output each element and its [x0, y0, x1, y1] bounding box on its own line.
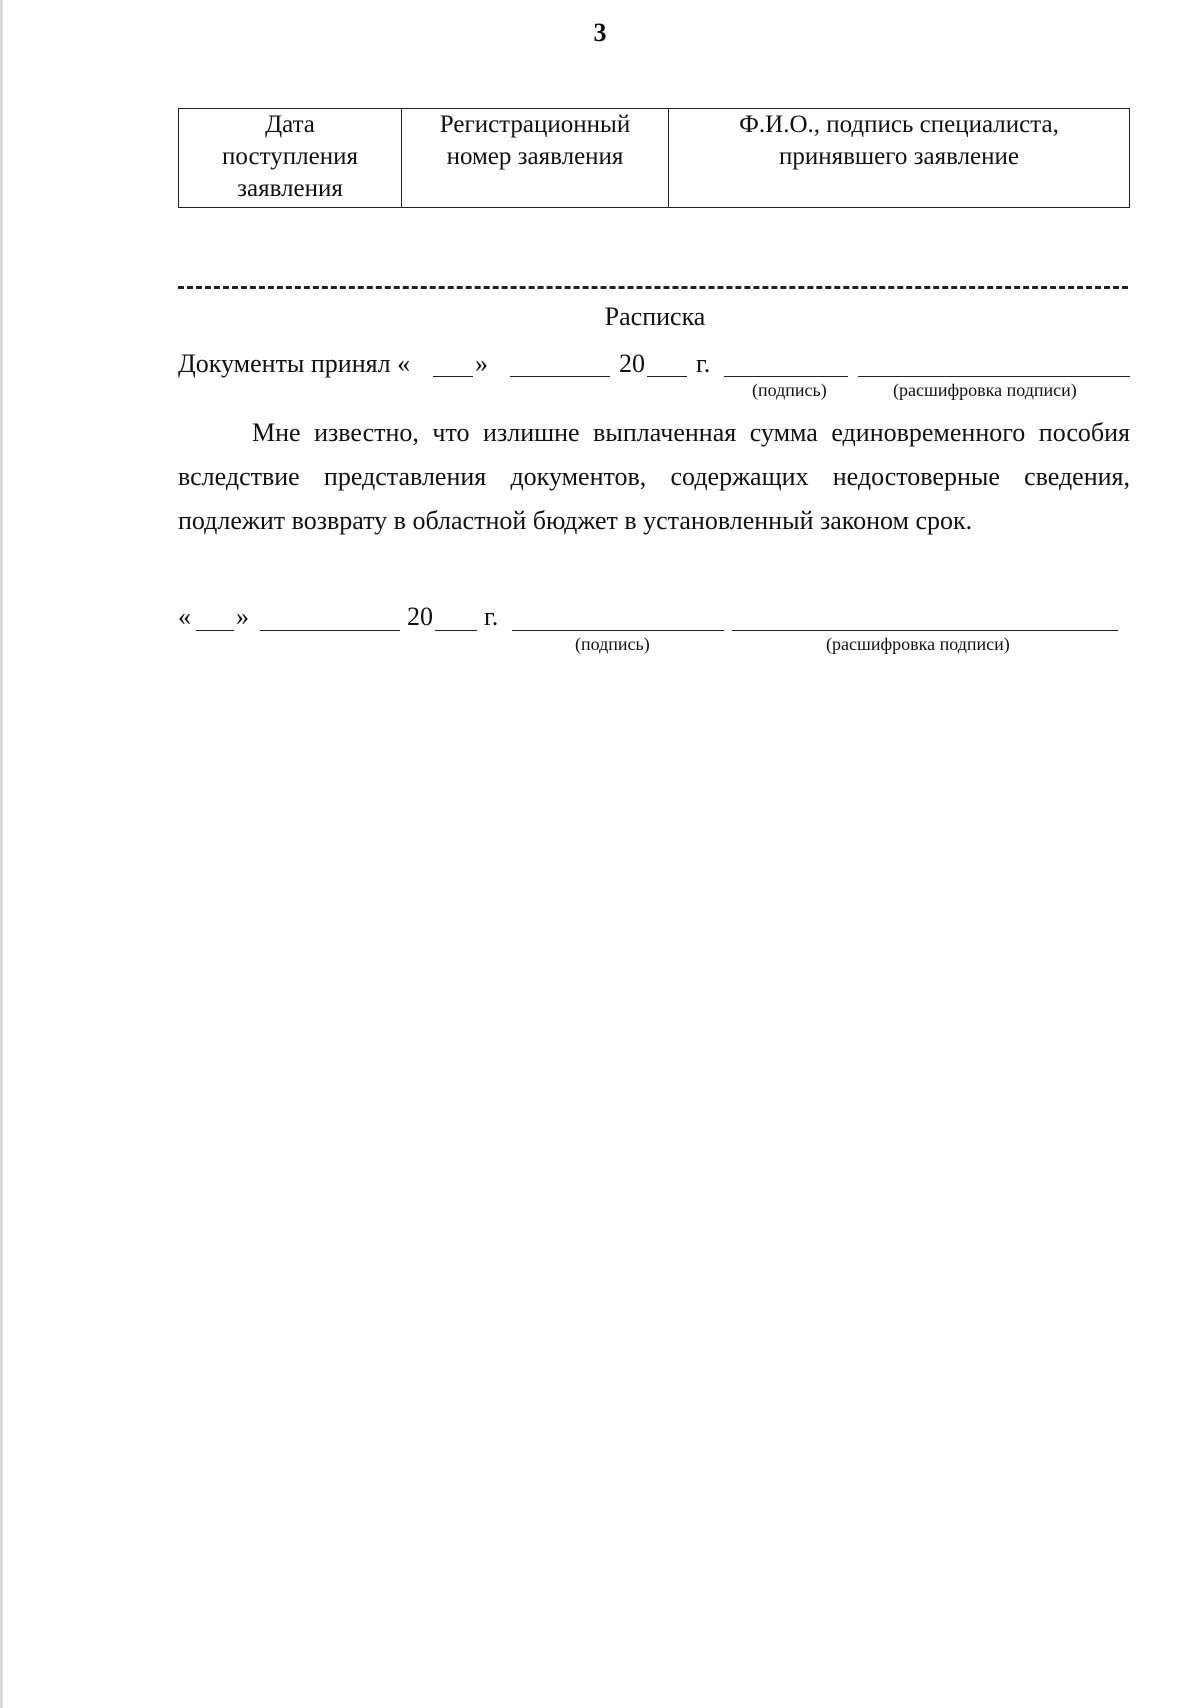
signature-caption: (подпись) — [752, 380, 827, 400]
decoding-caption: (расшифровка подписи) — [893, 380, 1077, 400]
header-line: заявления — [237, 175, 343, 202]
bottom-year-suffix: г. — [484, 602, 499, 631]
header-line: принявшего заявление — [778, 143, 1020, 170]
header-line: Дата — [265, 111, 315, 138]
page-edge — [0, 0, 3, 1708]
header-line: Регистрационный — [439, 111, 631, 138]
header-line: номер заявления — [446, 143, 624, 170]
bottom-decoding-blank[interactable] — [732, 630, 1118, 631]
bottom-signature-caption: (подпись) — [575, 634, 650, 654]
cut-line — [178, 286, 1128, 289]
bottom-open-quote: « — [178, 602, 191, 631]
bottom-month-blank[interactable] — [260, 630, 400, 631]
registration-number-header — [402, 109, 669, 208]
year-prefix: 20 — [619, 349, 645, 378]
receipt-title: Расписка — [604, 302, 706, 331]
statement-paragraph: Мне известно, что излишне выплаченная сумма единовременного пособия вследствие представления документов, содержащих недостоверные сведения, подлежит возврату в областной бюджет в установленный законом срок. — [178, 418, 1130, 535]
bottom-close-quote: » — [236, 602, 249, 631]
bottom-signature-blank[interactable] — [512, 630, 724, 631]
header-line: поступления — [222, 143, 358, 170]
table-row — [179, 109, 1130, 208]
date-received-header — [179, 109, 402, 208]
bottom-decoding-caption: (расшифровка подписи) — [826, 634, 1010, 654]
bottom-year-prefix: 20 — [407, 602, 433, 631]
bottom-day-blank[interactable] — [196, 630, 234, 631]
bottom-year-blank[interactable] — [435, 630, 477, 631]
accepted-prefix: Документы принял « — [178, 349, 411, 378]
accepted-close-quote: » — [475, 349, 488, 378]
signature-blank[interactable] — [724, 376, 848, 377]
signature-decoding-blank[interactable] — [858, 376, 1130, 377]
header-line: Ф.И.О., подпись специалиста, — [739, 111, 1059, 138]
specialist-signature-header — [669, 109, 1130, 208]
page-number: 3 — [593, 18, 607, 47]
day-blank[interactable] — [433, 376, 473, 377]
year-suffix: г. — [696, 349, 711, 378]
year-blank[interactable] — [647, 376, 687, 377]
registration-table — [178, 108, 1130, 208]
month-blank[interactable] — [510, 376, 610, 377]
